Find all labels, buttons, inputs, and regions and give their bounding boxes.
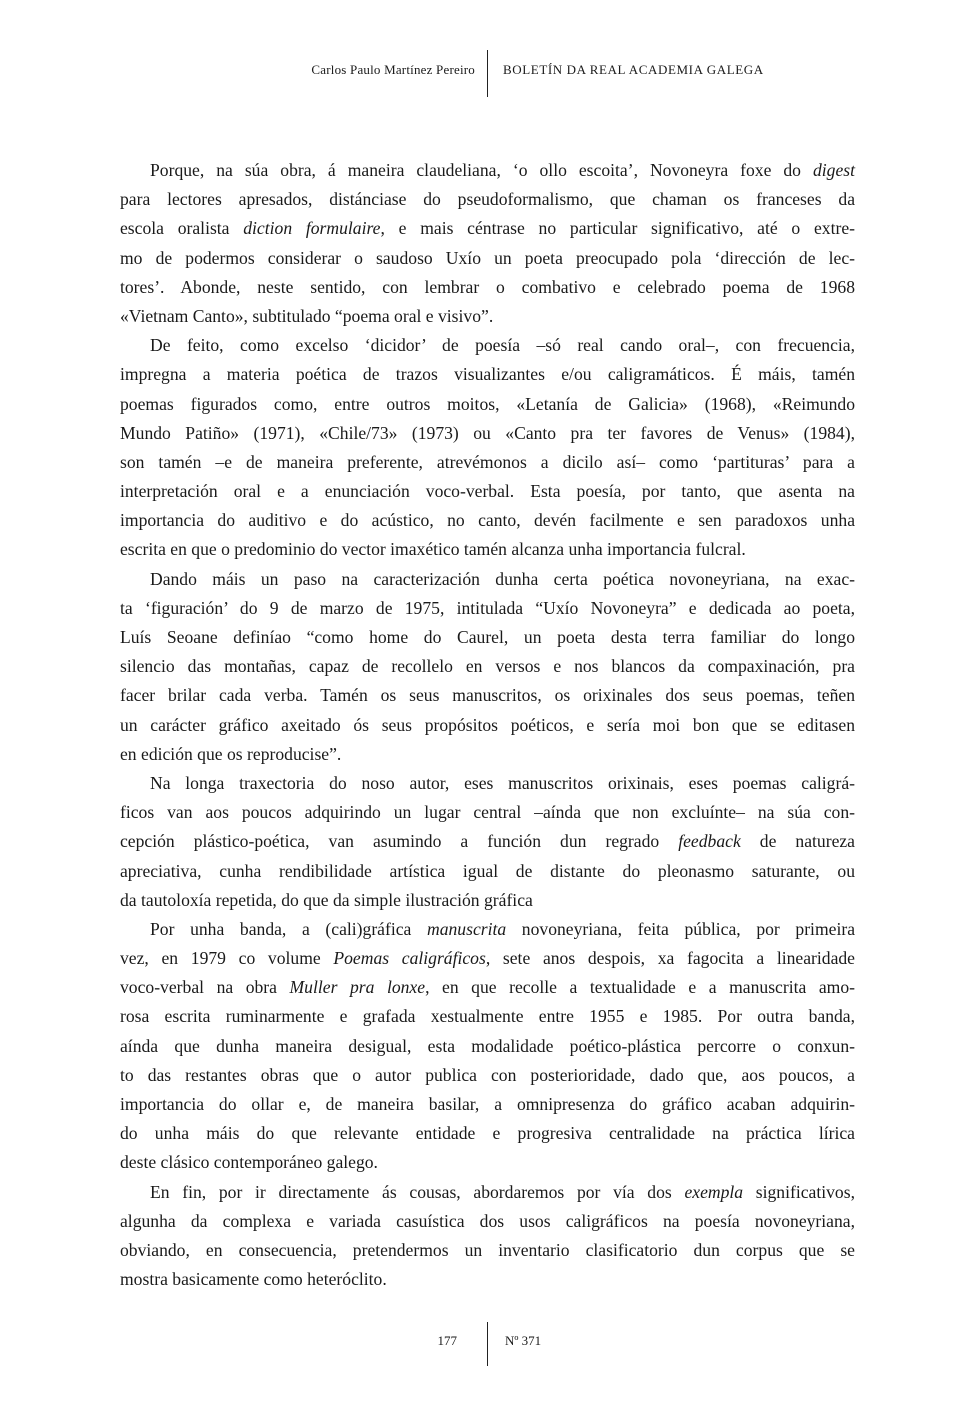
text-segment: , e mais céntrase no particular significativo, até o extre- [380, 218, 855, 239]
text-segment: algunha da complexa e variada casuística dos usos caligráficos na poesía novoneyriana, [120, 1210, 855, 1231]
text-line [120, 535, 855, 564]
text-line [120, 915, 855, 944]
text-segment: para lectores apresados, distánciase do pseudoformalismo, que chaman os franceses da [120, 189, 855, 210]
text-line [120, 390, 855, 419]
page-number: 177 [437, 1333, 457, 1348]
text-segment: Porque, na súa obra, á maneira claudeliana, ‘o ollo escoita’, Novoneyra foxe do [150, 160, 813, 180]
text-line [120, 506, 855, 535]
text-line [120, 419, 855, 448]
text-segment: un carácter gráfico axeitado ós seus propósitos poéticos, e sería moi bon que se editasen [120, 714, 855, 735]
text-segment: de natureza [740, 831, 855, 852]
text-segment: voco-verbal na obra [120, 977, 290, 998]
text-segment: mo de podermos considerar o saudoso Uxío un poeta preocupado pola ‘dirección de lec- [120, 247, 855, 268]
text-line [120, 886, 855, 915]
footer-divider [487, 1322, 488, 1366]
text-line [120, 652, 855, 681]
text-segment: «Vietnam Canto», subtitulado “poema oral e visivo”. [120, 305, 494, 326]
text-line [120, 360, 855, 389]
text-segment: tores’. Abonde, neste sentido, con lembrar o combativo e celebrado poema de 1968 [120, 276, 855, 297]
text-segment: ta ‘figuración’ do 9 de marzo de 1975, intitulada “Uxío Novoneyra” e dedicada ao poeta, [120, 597, 855, 618]
text-line [120, 1090, 855, 1119]
header-divider [487, 50, 488, 97]
text-line [120, 477, 855, 506]
running-header-journal: BOLETÍN DA REAL ACADEMIA GALEGA [503, 62, 764, 77]
text-segment: , sete anos despois, xa fagocita a linearidade [485, 948, 855, 969]
text-segment: son tamén –e de maneira preferente, atrevémonos a dicilo así– como ‘partituras’ para a [120, 451, 855, 472]
text-line [120, 740, 855, 769]
article-body [120, 156, 855, 1294]
italic-term: Poemas caligráficos [333, 948, 486, 969]
text-segment: escola oralista [120, 218, 244, 239]
text-segment: importancia do ollar e, de maneira basilar, a omnipresenza do gráfico acaban adquirin- [120, 1094, 855, 1114]
text-line [120, 1032, 855, 1061]
text-segment: interpretación oral e a enunciación voco-verbal. Esta poesía, por tanto, que asenta na [120, 481, 855, 502]
text-segment: escrita en que o predominio do vector imaxético tamén alcanza unha importancia fulcral. [120, 539, 746, 560]
text-line [120, 857, 855, 886]
text-segment: da tautoloxía repetida, do que da simple ilustración gráfica [120, 889, 533, 910]
text-segment: silencio das montañas, capaz de recollelo en versos e nos blancos da compaxinación, pra [120, 656, 855, 677]
running-header-author: Carlos Paulo Martínez Pereiro [311, 62, 475, 77]
text-line [120, 1178, 855, 1207]
text-segment: rosa escrita ruminarmente e grafada xestualmente entre 1955 e 1985. Por outra banda, [120, 1006, 855, 1027]
text-segment: Dando máis un paso na caracterización dunha certa poética novoneyriana, na exac- [150, 568, 855, 589]
paragraph [120, 331, 855, 565]
text-segment: vez, en 1979 co volume [120, 948, 334, 969]
text-segment: En fin, por ir directamente ás cousas, abordaremos por vía dos [150, 1181, 685, 1202]
text-line [120, 273, 855, 302]
text-segment: mostra basicamente como heteróclito. [120, 1269, 387, 1290]
text-line [120, 769, 855, 798]
italic-term: digest [812, 160, 855, 180]
italic-term: diction formulaire [243, 218, 381, 239]
text-line [120, 1119, 855, 1148]
text-line [120, 331, 855, 360]
text-segment: cepción plástico-poética, van asumindo a función dun regrado [120, 831, 679, 852]
text-line [120, 1061, 855, 1090]
text-segment: deste clásico contemporáneo galego. [120, 1152, 378, 1173]
text-line [120, 1002, 855, 1031]
italic-term: Muller pra lonxe [289, 977, 426, 998]
text-segment: Luís Seoane definíao “como home do Caurel, un poeta desta terra familiar do longo [120, 627, 855, 647]
italic-term: exempla [684, 1181, 744, 1202]
text-segment: novoneyriana, feita pública, por primeira [506, 918, 855, 939]
text-line [120, 156, 855, 185]
text-line [120, 214, 855, 243]
text-line [120, 244, 855, 273]
text-segment: Por unha banda, a (cali)gráfica [150, 918, 427, 939]
text-line [120, 185, 855, 214]
italic-term: feedback [678, 831, 741, 852]
text-line [120, 623, 855, 652]
paragraph [120, 1178, 855, 1295]
text-segment: , en que recolle a textualidade e a manuscrita amo- [425, 977, 855, 998]
text-segment: poemas figurados como, entre outros moitos, «Letanía de Galicia» (1968), «Reimundo [120, 393, 855, 414]
text-segment: Na longa traxectoria do noso autor, eses manuscritos orixinais, eses poemas caligrá- [150, 772, 855, 793]
text-line [120, 1207, 855, 1236]
paragraph [120, 915, 855, 1178]
text-line [120, 302, 855, 331]
text-line [120, 448, 855, 477]
text-line [120, 565, 855, 594]
text-segment: en edición que os reproducise”. [120, 743, 342, 764]
text-line [120, 594, 855, 623]
text-segment: to das restantes obras que o autor publica con posterioridade, dado que, aos poucos, a [120, 1064, 855, 1085]
italic-term: manuscrita [427, 918, 507, 939]
paragraph [120, 156, 855, 331]
paragraph [120, 565, 855, 769]
text-line [120, 711, 855, 740]
text-segment: impregna a materia poética de trazos visualizantes e/ou caligramáticos. É máis, tamén [120, 364, 855, 385]
text-segment: Mundo Patiño» (1971), «Chile/73» (1973) ou «Canto pra ter favores de Venus» (1984), [120, 422, 855, 443]
text-line [120, 827, 855, 856]
text-segment: obviando, en consecuencia, pretendermos un inventario clasificatorio dun corpus que se [120, 1239, 855, 1260]
text-line [120, 681, 855, 710]
text-line [120, 1236, 855, 1265]
text-line [120, 1148, 855, 1177]
text-segment: apreciativa, cunha rendibilidade artística igual de distante do pleonasmo saturante, ou [120, 860, 855, 881]
text-segment: do unha máis do que relevante entidade e progresiva centralidade na práctica lírica [120, 1123, 855, 1144]
text-segment: importancia do auditivo e do acústico, no canto, devén facilmente e sen paradoxos unha [120, 510, 855, 531]
text-line [120, 944, 855, 973]
issue-number: Nº 371 [505, 1333, 542, 1348]
text-segment: facer brilar cada verba. Tamén os seus manuscritos, os orixinales dos seus poemas, teñen [120, 685, 855, 706]
text-segment: De feito, como excelso ‘dicidor’ de poesía –só real cando oral–, con frecuencia, [150, 335, 855, 356]
text-line [120, 973, 855, 1002]
text-segment: significativos, [743, 1181, 855, 1202]
text-segment: aínda que dunha maneira desigual, esta modalidade poético-plástica percorre o conxun- [120, 1035, 855, 1056]
paragraph [120, 769, 855, 915]
text-line [120, 1265, 855, 1294]
text-line [120, 798, 855, 827]
text-segment: ficos van aos poucos adquirindo un lugar central –aínda que non excluínte– na súa con- [120, 802, 855, 823]
